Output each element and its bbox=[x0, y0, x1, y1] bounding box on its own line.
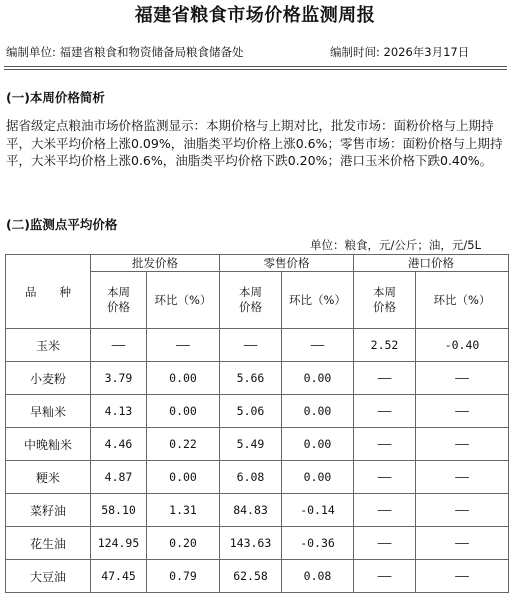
compile-time bbox=[330, 44, 469, 60]
compile-time-label: 编制时间: bbox=[330, 45, 380, 59]
port-change: —— bbox=[416, 428, 509, 461]
table-row bbox=[6, 428, 509, 461]
port-price-header: 本周 价格 bbox=[354, 272, 416, 329]
port-price: 2.52 bbox=[354, 329, 416, 362]
table-row bbox=[6, 395, 509, 428]
retail-change: 0.00 bbox=[282, 461, 354, 494]
wholesale-price: 47.45 bbox=[91, 560, 147, 593]
table-row bbox=[6, 329, 509, 362]
port-header: 港口价格 bbox=[354, 255, 509, 272]
divider-top bbox=[4, 66, 507, 67]
compile-time-value: 2026年3月17日 bbox=[383, 45, 470, 59]
wholesale-change: 0.22 bbox=[147, 428, 220, 461]
port-price: —— bbox=[354, 494, 416, 527]
retail-price: 5.66 bbox=[220, 362, 282, 395]
port-price: —— bbox=[354, 461, 416, 494]
retail-price: 6.08 bbox=[220, 461, 282, 494]
port-change: -0.40 bbox=[416, 329, 509, 362]
retail-price-header: 本周 价格 bbox=[220, 272, 282, 329]
retail-change: —— bbox=[282, 329, 354, 362]
retail-change: 0.00 bbox=[282, 428, 354, 461]
wholesale-price-header: 本周 价格 bbox=[91, 272, 147, 329]
wholesale-change: —— bbox=[147, 329, 220, 362]
port-price: —— bbox=[354, 428, 416, 461]
retail-price: —— bbox=[220, 329, 282, 362]
wholesale-price: 3.79 bbox=[91, 362, 147, 395]
retail-header: 零售价格 bbox=[220, 255, 354, 272]
wholesale-change: 0.00 bbox=[147, 461, 220, 494]
port-price: —— bbox=[354, 395, 416, 428]
table-row bbox=[6, 362, 509, 395]
table-row bbox=[6, 494, 509, 527]
retail-price: 5.06 bbox=[220, 395, 282, 428]
retail-price: 84.83 bbox=[220, 494, 282, 527]
variety-name: 花生油 bbox=[6, 527, 91, 560]
retail-price: 5.49 bbox=[220, 428, 282, 461]
variety-name: 玉米 bbox=[6, 329, 91, 362]
wholesale-change-header: 环比（%） bbox=[147, 272, 220, 329]
variety-name: 小麦粉 bbox=[6, 362, 91, 395]
report-title: 福建省粮食市场价格监测周报 bbox=[134, 5, 376, 26]
price-table bbox=[5, 254, 509, 593]
table-row bbox=[6, 527, 509, 560]
wholesale-change: 0.20 bbox=[147, 527, 220, 560]
port-price: —— bbox=[354, 527, 416, 560]
port-change: —— bbox=[416, 362, 509, 395]
compiler-unit-label: 编制单位: bbox=[6, 45, 56, 59]
retail-change-header: 环比（%） bbox=[282, 272, 354, 329]
retail-change: 0.00 bbox=[282, 395, 354, 428]
wholesale-change: 0.00 bbox=[147, 362, 220, 395]
section-heading-summary: (一)本周价格简析 bbox=[6, 90, 105, 105]
retail-change: 0.00 bbox=[282, 362, 354, 395]
port-change: —— bbox=[416, 395, 509, 428]
variety-name: 粳米 bbox=[6, 461, 91, 494]
wholesale-price: 124.95 bbox=[91, 527, 147, 560]
variety-name: 菜籽油 bbox=[6, 494, 91, 527]
table-row bbox=[6, 461, 509, 494]
wholesale-change: 0.79 bbox=[147, 560, 220, 593]
variety-name: 大豆油 bbox=[6, 560, 91, 593]
port-price: —— bbox=[354, 362, 416, 395]
price-summary-paragraph: 据省级定点粮油市场价格监测显示：本期价格与上期对比，批发市场：面粉价格与上期持平，大米平均价格上涨0.09%，油脂类平均价格上涨0.6%；零售市场：面粉价格与上期持平，大米平均价格上涨0.6%，油脂类平均价格下跌0.20%；港口玉米价格下跌0.40%。 bbox=[6, 118, 503, 168]
port-change-header: 环比（%） bbox=[416, 272, 509, 329]
table-row bbox=[6, 560, 509, 593]
wholesale-change: 0.00 bbox=[147, 395, 220, 428]
port-change: —— bbox=[416, 461, 509, 494]
port-change: —— bbox=[416, 527, 509, 560]
wholesale-price: 4.13 bbox=[91, 395, 147, 428]
retail-change: 0.08 bbox=[282, 560, 354, 593]
variety-name: 中晚籼米 bbox=[6, 428, 91, 461]
wholesale-price: 58.10 bbox=[91, 494, 147, 527]
unit-note: 单位：粮食，元/公斤；油，元/5L bbox=[310, 238, 481, 252]
port-change: —— bbox=[416, 494, 509, 527]
wholesale-price: 4.87 bbox=[91, 461, 147, 494]
retail-change: -0.14 bbox=[282, 494, 354, 527]
wholesale-change: 1.31 bbox=[147, 494, 220, 527]
variety-name: 早籼米 bbox=[6, 395, 91, 428]
wholesale-price: —— bbox=[91, 329, 147, 362]
section-heading-prices: (二)监测点平均价格 bbox=[6, 217, 118, 232]
port-price: —— bbox=[354, 560, 416, 593]
divider-bottom bbox=[4, 69, 507, 70]
port-change: —— bbox=[416, 560, 509, 593]
wholesale-header: 批发价格 bbox=[91, 255, 220, 272]
wholesale-price: 4.46 bbox=[91, 428, 147, 461]
compiler-unit bbox=[6, 44, 244, 60]
variety-header: 品 种 bbox=[6, 255, 91, 329]
retail-price: 143.63 bbox=[220, 527, 282, 560]
retail-change: -0.36 bbox=[282, 527, 354, 560]
retail-price: 62.58 bbox=[220, 560, 282, 593]
compiler-unit-value: 福建省粮食和物资储备局粮食储备处 bbox=[59, 45, 244, 59]
